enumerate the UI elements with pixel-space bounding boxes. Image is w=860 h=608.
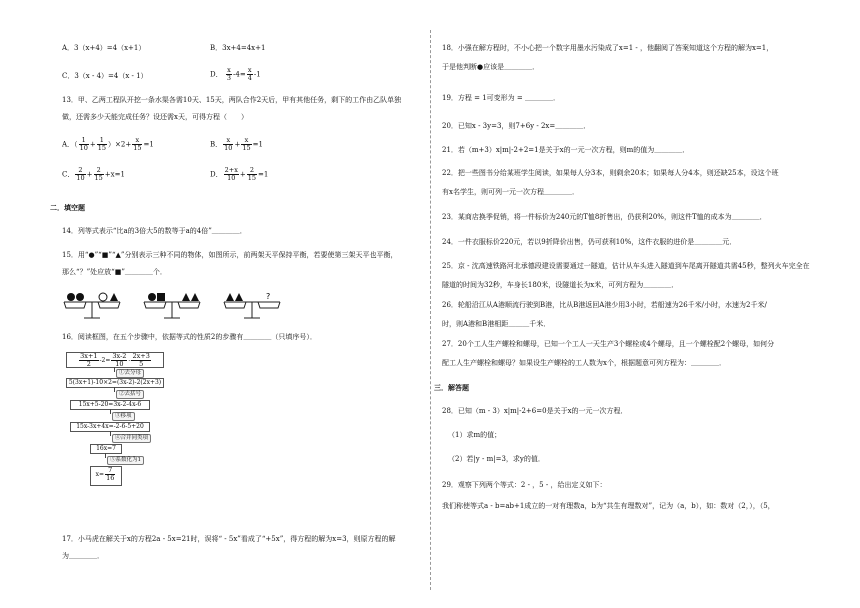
section-answer-title: 三．解答题 (434, 384, 469, 392)
balance-3 (224, 292, 280, 318)
flow-box-2: 5(3x+1)-10×2=(3x-2)-2(2x+3) (66, 378, 164, 388)
q23-text: 23．某商店换季促销，将一件标价为240元的T恤8折售出，仍获利20%，则这件T恤的成本为＿＿＿＿． (442, 213, 767, 221)
q14-text: 14．列等式表示“比a的3倍大5的数等于a的4倍”＿＿＿＿． (62, 227, 247, 235)
flow-step-2: ②去括号 (116, 390, 144, 399)
flow-arrow-5 (105, 453, 106, 458)
q26-text: 26．轮船沿江从A港顺流行驶到B港，比从B港返回A港少用3小时，若船速为26千米/小时，水速为2千米/ 时，则A港和B港相距＿＿＿千米． (442, 301, 767, 328)
flow-box-5: 16x=7 (90, 444, 122, 454)
q13-option-a: A．（ $\frac{1}{10}$ + $\frac{1}{15}$ ）×2+ $\frac{x}{15}$ =1 (62, 136, 154, 152)
flow-box-6: x= $\frac{7}{16}$ (90, 466, 122, 486)
flow-step-1: ①去分母 (116, 369, 144, 378)
q15-text: 15．用“●”“■”“▲”分别表示三种不同的物体，如图所示，前两架天平保持平衡，若要使第三架天平也平衡， 那么“？”处应放“■”＿＿＿＿个． (62, 251, 398, 276)
flow-box-4: 15x-3x+4x=-2-6-5+20 (70, 422, 150, 432)
q24-text: 24．一件衣服标价220元，若以9折降价出售，仍可获利10%，这件衣服的进价是＿＿＿＿元． (442, 238, 737, 246)
section-fill-in-title: 二．填空题 (50, 204, 85, 212)
q12-option-d: D． $\frac{x}{3}$ -4= $\frac{x}{4}$ -1 (210, 66, 261, 82)
q12-option-b: B．3x+4=4x+1 (210, 44, 266, 52)
svg-text:?: ? (266, 292, 271, 301)
q16-text: 16．阅读框图，在五个步骤中，依据等式的性质2的步骤有＿＿＿＿（只填序号）． (62, 333, 317, 341)
q12-option-a: A．3（x+4）=4（x+1） (62, 44, 146, 52)
flow-step-4: ④合并同类项 (112, 434, 151, 443)
q18-text: 18．小强在解方程时，不小心把一个数字用墨水污染成了x=1 - ，他翻阅了答案知道这个方程的解为x=1， 于是他判断●应该是＿＿＿＿． (442, 44, 774, 71)
q13-option-b: B． $\frac{x}{10}$ + $\frac{x}{15}$ =1 (210, 136, 263, 152)
column-divider (430, 30, 431, 590)
q13-option-c: C． $\frac{2}{10}$ + $\frac{2}{15}$ +x=1 (62, 166, 125, 182)
flow-box-1: $\frac{3x+1}{2}$ -2= $\frac{3x-2}{10}$ - $\frac{2x+3}{5}$ (66, 352, 164, 368)
flow-box-3: 15x+5-20=3x-2-4x-6 (70, 400, 150, 410)
flow-step-3: ③移项 (112, 412, 135, 421)
flow-step-5: ⑤系数化为1 (107, 456, 144, 465)
q27-text: 27．20个工人生产螺栓和螺母，已知一个工人一天生产3个螺栓或4个螺母，且一个螺栓配2个螺母，如何分 配工人生产螺栓和螺母？如果设生产螺栓的工人数为x个，根据题意可列方程为：＿＿＿＿． (442, 340, 775, 367)
q28-sub2: （2）若|y - m|=3，求y的值． (448, 455, 545, 463)
q28-sub1: （1）求m的值； (448, 431, 502, 439)
q28-text: 28．已知（m - 3）x|m|-2+6=0是关于x的一元一次方程． (442, 407, 628, 415)
balance-2 (144, 293, 200, 318)
q22-text: 22．把一些图书分给某班学生阅读，如果每人分3本，则剩余20本；如果每人分4本，则还缺25本，设这个班 有x名学生，则可列一元一次方程＿＿＿＿． (442, 169, 779, 196)
q17-text: 17．小马虎在解关于x的方程2a - 5x=21时，误将“ - 5x”看成了“+5x”，得方程的解为x=3，则原方程的解 为＿＿＿＿． (62, 535, 396, 560)
q29-text: 29．观察下列两个等式：2 - ，5 - ，给出定义如下： 我们称使等式a - b=ab+1成立的一对有理数a，b为“共生有理数对”，记为（a，b），如：数对（2，），（5， (442, 481, 775, 510)
q19-text: 19．方程 = 1可变形为 = ＿＿＿＿． (442, 94, 560, 102)
q20-text: 20．已知x - 3y=3，则7+6y - 2x=＿＿＿＿． (442, 122, 591, 130)
q25-text: 25．京 - 沈高速铁路河北承德段建设需要通过一隧道，估计从车头进入隧道到车尾离开隧道共需45秒，整列火车完全在 隧道的时间为32秒，车身长180米，设隧道长为x米，可列方程为＿＿＿＿． (442, 262, 810, 289)
flow-arrow-3 (110, 409, 111, 414)
q13-option-d: D． $\frac{2+x}{10}$ + $\frac{2}{15}$ =1 (210, 166, 269, 182)
balance-1 (64, 293, 120, 318)
balance-scales-figure (62, 288, 302, 328)
q13-text: 13．甲、乙两工程队开挖一条水渠各需10天、15天，两队合作2天后，甲有其他任务，剩下的工作由乙队单独 做，还需多少天能完成任务？设还需x天，可得方程（ ） (62, 96, 402, 121)
flow-arrow-4 (110, 431, 111, 436)
flowchart (66, 352, 216, 502)
q21-text: 21．若（m+3）x|m|-2+2=1是关于x的一元一次方程，则m的值为＿＿＿＿． (442, 146, 690, 154)
q12-option-c: C．3（x - 4）=4（x - 1） (62, 72, 148, 80)
flow-arrow-1 (114, 367, 115, 372)
flow-arrow-2 (114, 387, 115, 392)
